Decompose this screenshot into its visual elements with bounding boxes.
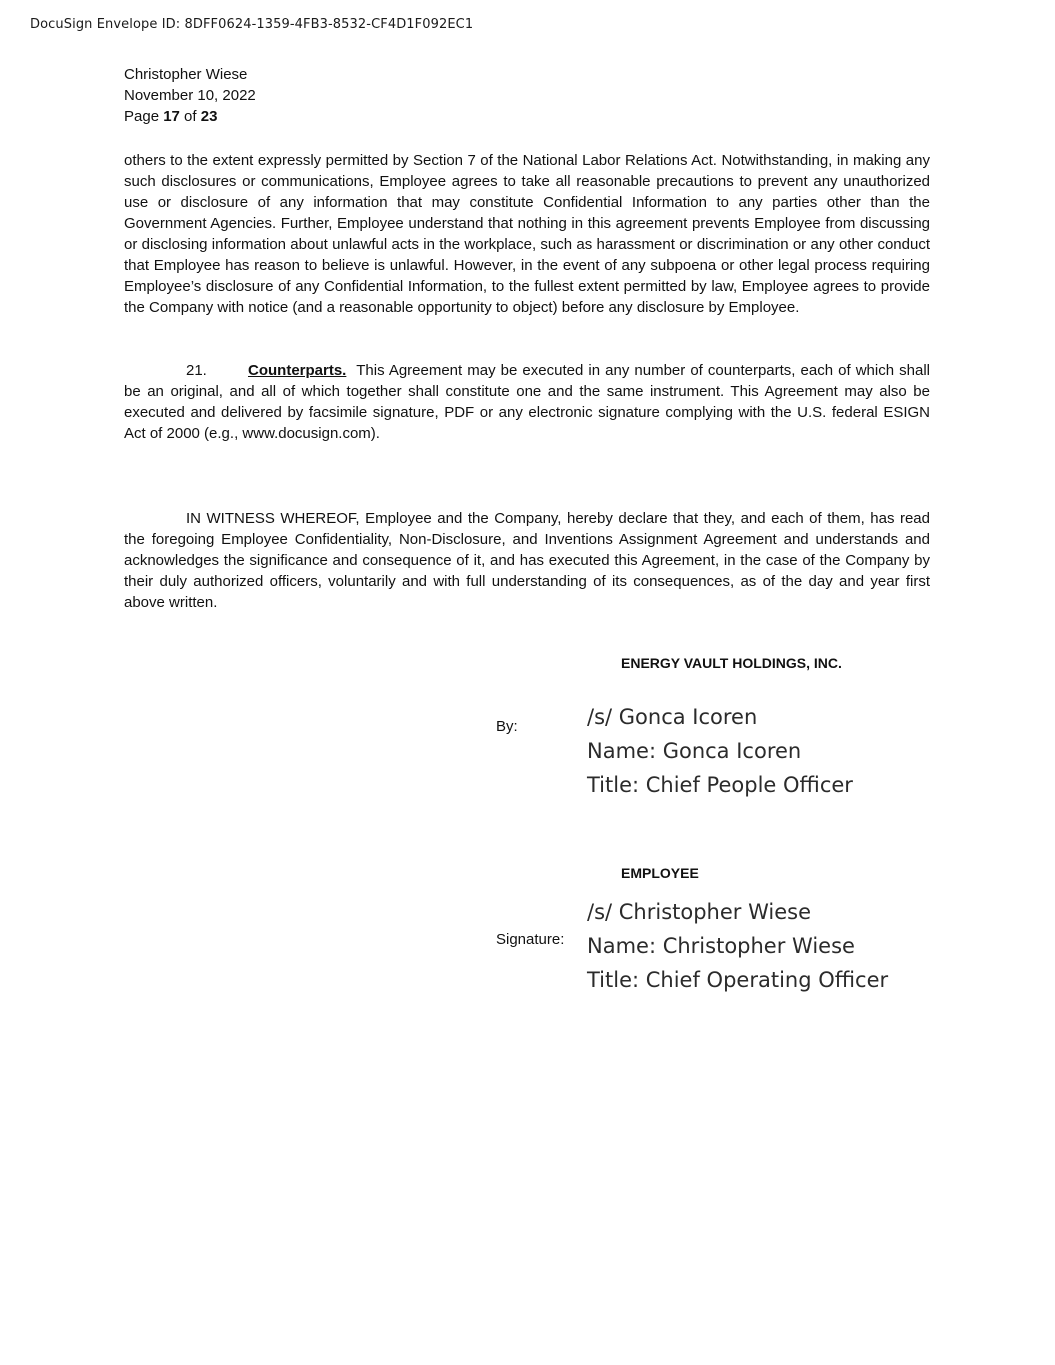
company-signer-title: Title: Chief People Officer — [587, 773, 853, 797]
continuation-paragraph: others to the extent expressly permitted by Section 7 of the National Labor Relations Act. Notwithstanding, in making any such disclosures or communications, Employee agrees to take all reasonable precautions to prevent any unauthorized use or disclosure of any information that may constitute Confidential Information to any parties other than the Government Agencies. Further, Employee understand that nothing in this agreement prevents Employee from discussing or disclosing information about unlawful acts in the workplace, such as harassment or discrimination or any other conduct that Employee has reason to believe is unlawful. However, in the event of any subpoena or other legal process requiring Employee’s disclosure of any Confidential Information, to the fullest extent permitted by law, Employee agrees to provide the Company with notice (and a reasonable opportunity to object) before any disclosure by Employee. — [124, 152, 930, 316]
page-of: of — [179, 108, 201, 125]
page-number — [124, 106, 256, 127]
letter-date: November 10, 2022 — [124, 87, 256, 104]
company-name: ENERGY VAULT HOLDINGS, INC. — [621, 655, 842, 671]
witness-paragraph — [124, 508, 930, 613]
section-heading: Counterparts. — [248, 362, 347, 379]
company-signer-name: Name: Gonca Icoren — [587, 739, 802, 763]
witness-text: IN WITNESS WHEREOF, Employee and the Company, hereby declare that they, and each of them, has read the foregoing Employee Confidentiality, Non-Disclosure, and Inventions Assignment Agreement and understands and acknowledges the significance and consequence of it, and has executed this Agreement, in the case of the Company by their duly authorized officers, voluntarily and with full understanding of its consequences, as of the day and year first above written. — [124, 510, 930, 611]
employee-signer-title: Title: Chief Operating Officer — [587, 968, 889, 992]
page-total: 23 — [200, 108, 218, 125]
section-text: This Agreement may be executed in any number of counterparts, each of which shall be an original, and all of which together shall constitute one and the same instrument. This Agreement may also be executed and delivered by facsimile signature, PDF or any electronic signature complying with the U.S. federal ESIGN Act of 2000 (e.g., www.docusign.com). — [124, 362, 930, 442]
signature-label: Signature: — [496, 931, 565, 948]
section-number: 21. — [186, 362, 207, 379]
page-current: 17 — [163, 108, 180, 125]
docusign-envelope-id: DocuSign Envelope ID: 8DFF0624-1359-4FB3-8532-CF4D1F092EC1 — [30, 17, 474, 32]
counterparts-paragraph — [124, 360, 930, 444]
letter-header — [124, 64, 256, 127]
company-signature-block — [587, 700, 853, 802]
employee-signed: /s/ Christopher Wiese — [587, 900, 812, 924]
employee-signature-block — [587, 895, 888, 997]
employee-signer-name: Name: Christopher Wiese — [587, 934, 855, 958]
recipient-name: Christopher Wiese — [124, 66, 248, 83]
page-prefix: Page — [124, 108, 164, 125]
by-label: By: — [496, 718, 518, 735]
company-signed: /s/ Gonca Icoren — [587, 705, 758, 729]
employee-label: EMPLOYEE — [621, 865, 699, 881]
